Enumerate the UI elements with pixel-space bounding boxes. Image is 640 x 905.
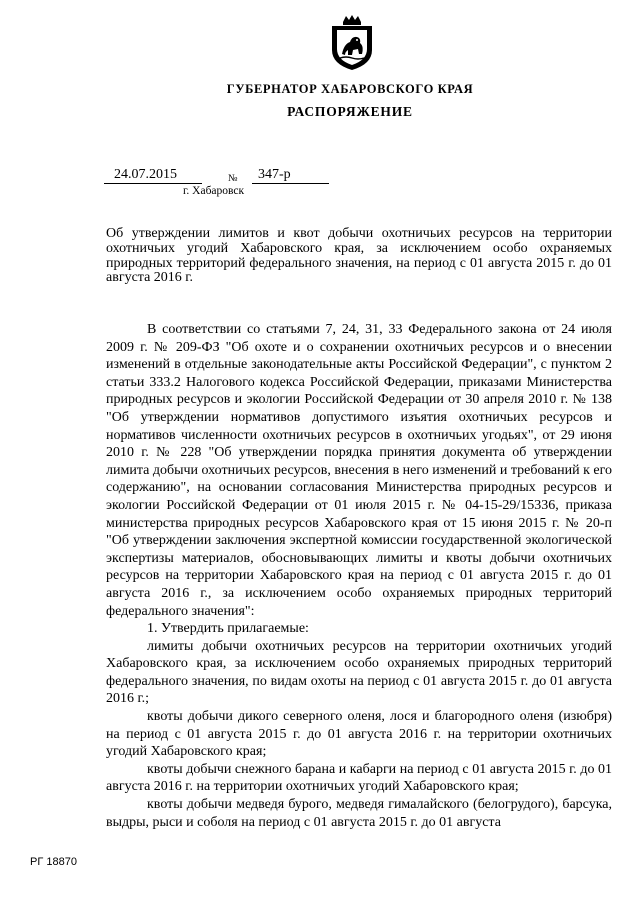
document-subject: Об утверждении лимитов и квот добычи охотничьих ресурсов на территории охотничьих угодий Хабаровского края, за исключением особо охраняемых природных территорий федерального значения, на период с 01 августа 2015 г. до 01 августа 2016 г. xyxy=(106,226,612,286)
issue-city: г. Хабаровск xyxy=(183,185,245,197)
document-body xyxy=(106,321,612,831)
sub-item: лимиты добычи охотничьих ресурсов на территории охотничьих угодий Хабаровского края, за исключением особо охраняемых природных территорий федерального значения, по видам охоты на период с 01 августа 2015 г. до 01 августа 2016 г.; xyxy=(106,638,612,707)
document-number: 347-р xyxy=(252,167,329,184)
item-1: 1. Утвердить прилагаемые: xyxy=(147,621,309,637)
document-date: 24.07.2015 xyxy=(104,167,202,184)
coat-of-arms-icon xyxy=(326,14,378,72)
sub-item: квоты добычи дикого северного оленя, лося и благородного оленя (изюбря) на период с 01 августа 2015 г. до 01 августа 2016 г. на территории охотничьих угодий Хабаровского края; xyxy=(106,709,612,760)
preamble-paragraph: В соответствии со статьями 7, 24, 31, 33 Федерального закона от 24 июля 2009 г. № 209-ФЗ "Об охоте и о сохранении охотничьих ресурсов и о внесении изменений в отдельные законодательные акты Российской Федерации", с пунктом 2 статьи 333.2 Налогового кодекса Российской Федерации, приказами Министерства природных ресурсов и экологии Российской Федерации от 30 апреля 2010 г. № 138 "Об утверждении нормативов допустимого изъятия охотничьих ресурсов и нормативов численности охотничьих ресурсов в охотничьих угодьях", от 29 июня 2010 г. № 228 "Об утверждении порядка принятия документа об утверждении лимита добычи охотничьих ресурсов, внесения в него изменений и требований к его содержанию", на основании согласования Министерства природных ресурсов и экологии Российской Федерации от 01 июля 2015 г. № 04-15-29/15336, приказа министерства природных ресурсов Хабаровского края от 15 июня 2015 г. № 20-п "Об утверждении заключения экспертной комиссии государственной экологической экспертизы материалов, обосновывающих лимиты и квоты добычи охотничьих ресурсов на территории Хабаровского края на период с 01 августа 2015 г. до 01 августа 2016 г., за исключением особо охраняемых природных территорий федерального значения": xyxy=(106,322,613,619)
sub-item: квоты добычи снежного барана и кабарги на период с 01 августа 2015 г. до 01 августа 2016 г. на территории охотничьих угодий Хабаровского края; xyxy=(106,761,612,795)
sub-item: квоты добычи медведя бурого, медведя гималайского (белогрудого), барсука, выдры, рыси и соболя на период с 01 августа 2015 г. до 01 августа xyxy=(106,797,612,830)
issuing-authority: ГУБЕРНАТОР ХАБАРОВСКОГО КРАЯ xyxy=(226,82,474,96)
footer-registry-code: РГ 18870 xyxy=(30,856,77,868)
document-type-title: РАСПОРЯЖЕНИЕ xyxy=(287,104,413,119)
number-label: № xyxy=(228,173,238,184)
